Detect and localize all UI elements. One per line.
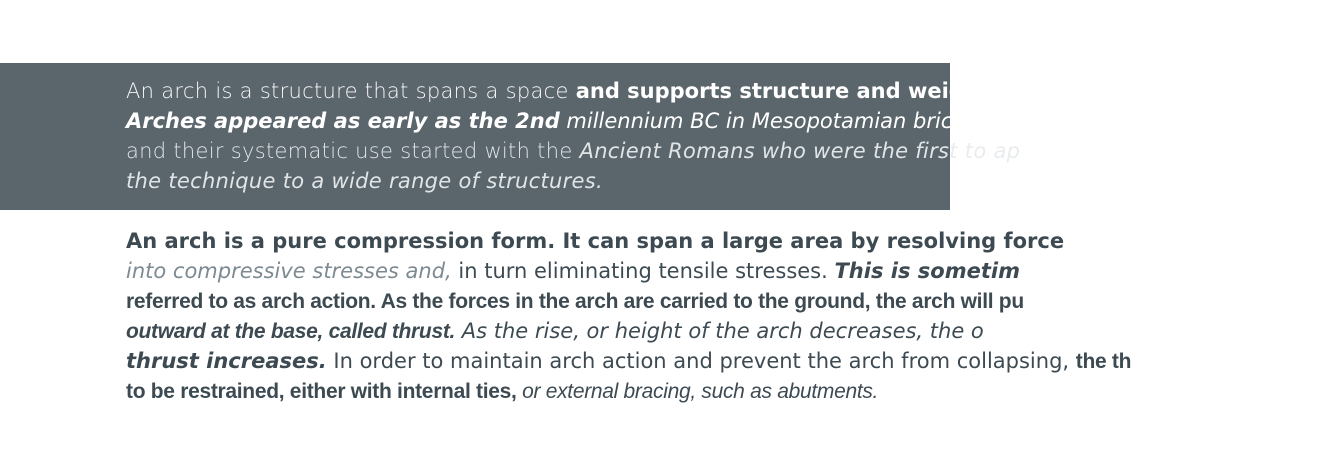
text-thin: An arch is a structure that spans a space [126, 79, 576, 103]
text-bold-italic: This is sometim [834, 259, 1020, 283]
text-bold: and supports structure and weight be [575, 79, 1026, 103]
text-bold-italic: Arches appeared as early as the 2nd [126, 109, 560, 133]
text-condensed-italic: or external bracing, such as abutments. [516, 380, 879, 403]
text-thin-italic: Ancient Romans who were the first to ap [579, 139, 1021, 163]
text-condensed-bold: the th [1075, 350, 1132, 373]
text-thin-italic: the technique to a wide range of structures. [126, 169, 603, 193]
body-line-4 [126, 316, 1326, 346]
banner-line-3 [126, 136, 1326, 166]
text-condensed-bold: referred to as arch action. As the forces in the arch are carried to the ground, the arch will pu [126, 290, 1024, 313]
body-line-2 [126, 256, 1326, 286]
text-thin: and their systematic use started with the [126, 139, 580, 163]
text-semibold: An arch is a pure compression form. It can span a large area by resolving force [126, 229, 1065, 253]
text-bold-italic: thrust increases. [126, 349, 327, 373]
body-line-6 [126, 376, 1326, 406]
text-condensed-bold: to be restrained, either with internal ties, [126, 380, 517, 403]
banner-line-4 [126, 166, 1326, 196]
text-light-italic: As the rise, or height of the arch decreases, the o [455, 319, 984, 343]
banner-paragraph [126, 76, 1326, 196]
text-italic: millennium BC in Mesopotamian brick arc [559, 109, 1005, 133]
body-paragraph [126, 226, 1326, 406]
body-line-1 [126, 226, 1326, 256]
banner-line-2 [126, 106, 1326, 136]
banner-line-1 [126, 76, 1326, 106]
text-light-condensed: In order to maintain arch action and prevent the arch from collapsing, [326, 349, 1076, 373]
text-condensed-bold-italic: outward at the base, called thrust. [126, 320, 456, 343]
text-thin-italic: into compressive stresses and, [126, 259, 452, 283]
text-light: in turn eliminating tensile stresses. [451, 259, 835, 283]
body-line-3 [126, 286, 1326, 316]
body-line-5 [126, 346, 1326, 376]
